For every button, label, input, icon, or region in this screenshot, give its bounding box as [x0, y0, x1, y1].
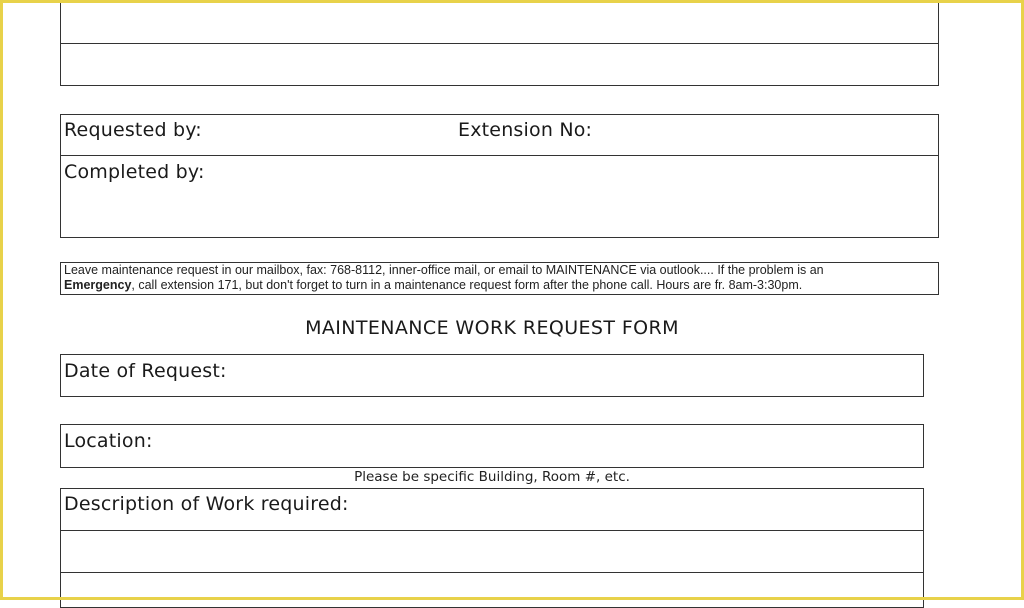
- description-line-2: [60, 572, 924, 573]
- notice-line-2: [64, 278, 802, 293]
- notice-line-2-rest: , call extension 171, but don't forget to turn in a maintenance request form after the phone call. Hours are fr. 8am-3:30pm.: [131, 278, 803, 292]
- description-label: Description of Work required:: [64, 493, 349, 515]
- date-of-request-label: Date of Request:: [64, 360, 227, 382]
- location-hint: Please be specific Building, Room #, etc.: [354, 469, 630, 485]
- request-block-divider: [60, 155, 939, 156]
- extension-no-label: Extension No:: [458, 119, 593, 141]
- requested-by-label: Requested by:: [64, 119, 202, 141]
- location-label: Location:: [64, 430, 153, 452]
- location-box[interactable]: [60, 424, 924, 468]
- notice-line-1: Leave maintenance request in our mailbox, fax: 768-8112, inner-office mail, or email to MAINTENANCE via outlook.... If the problem is an: [64, 263, 824, 277]
- emergency-word: Emergency: [64, 278, 132, 292]
- description-line-1: [60, 530, 924, 531]
- form-title: MAINTENANCE WORK REQUEST FORM: [305, 317, 679, 339]
- completed-by-label: Completed by:: [64, 161, 205, 183]
- top-table-divider: [60, 43, 939, 44]
